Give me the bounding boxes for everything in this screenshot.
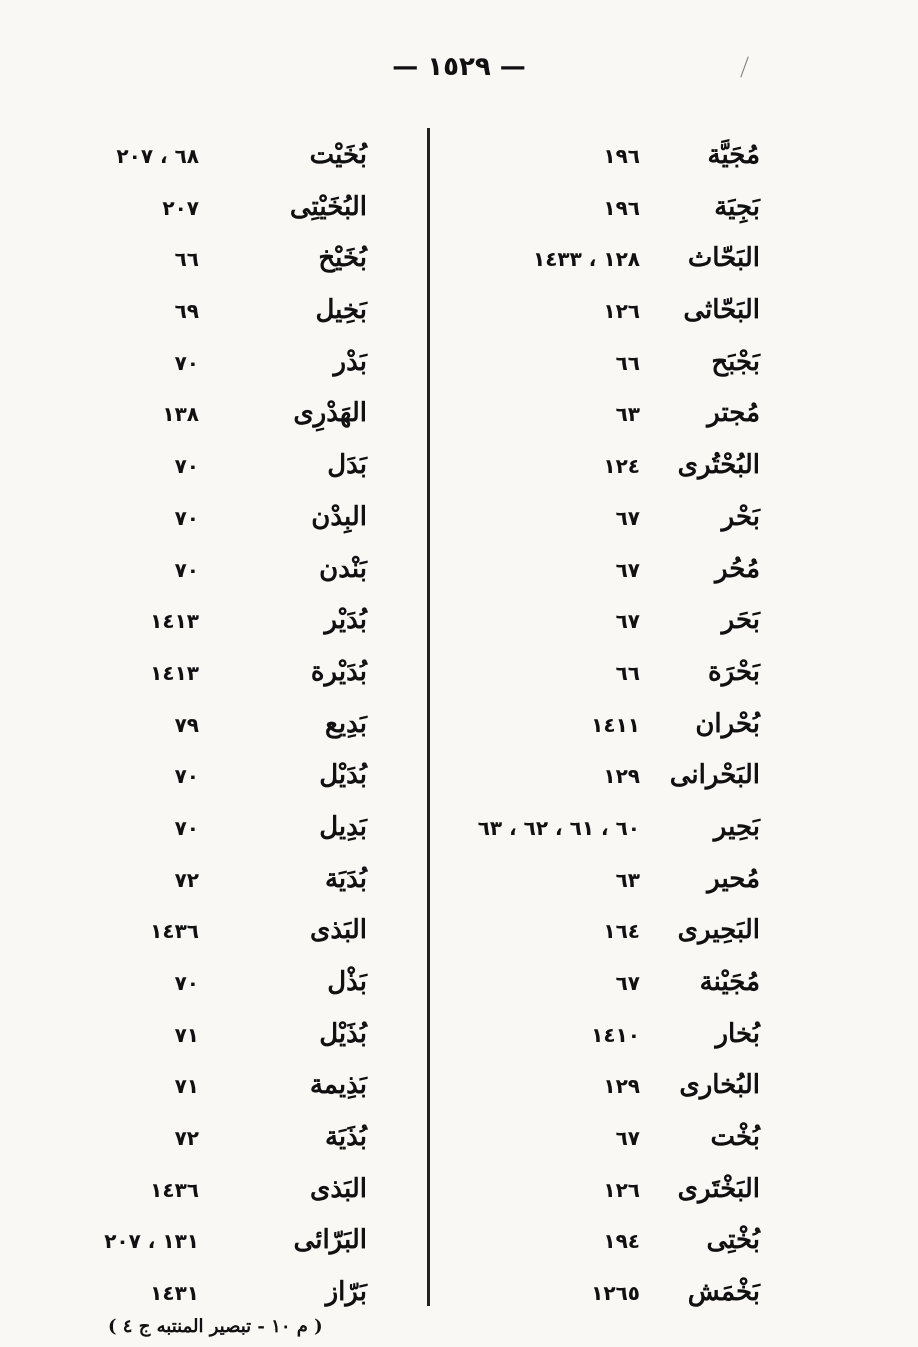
entry-pages: ١٤١١ — [591, 712, 640, 737]
index-entry — [430, 192, 918, 244]
entry-word: بُدَيْر — [324, 605, 367, 636]
entry-word: البُحْتُرى — [677, 450, 760, 481]
entry-pages: ٧٠ — [174, 454, 199, 479]
index-entry — [0, 1070, 427, 1122]
entry-pages: ١٢٦ — [603, 299, 640, 324]
entry-word: بَدِيع — [325, 708, 367, 739]
entry-word: بَحَر — [721, 605, 760, 636]
entry-pages: ٧٠ — [174, 971, 199, 995]
right-column — [430, 140, 918, 1329]
index-entry — [430, 347, 918, 399]
index-entry — [430, 554, 918, 606]
index-entry — [430, 1225, 918, 1277]
entry-word: بَدِيل — [319, 811, 367, 842]
index-entry — [430, 709, 918, 761]
entry-pages: ١٤٣٦ — [150, 919, 199, 944]
index-entry — [430, 243, 918, 295]
entry-word: البَحْرانى — [669, 760, 760, 791]
index-entry — [0, 1174, 427, 1226]
entry-pages: ٧٠ — [174, 350, 199, 375]
entry-word: البُخَيْتِى — [289, 191, 367, 222]
index-entry — [0, 1019, 427, 1071]
entry-pages: ٦٧ — [615, 557, 640, 582]
entry-word: بُخار — [715, 1018, 760, 1049]
index-entry — [0, 192, 427, 244]
entry-pages: ١٢٦٥ — [591, 1281, 640, 1306]
entry-word: البَذى — [310, 915, 367, 946]
entry-word: بَدْر — [333, 346, 367, 377]
page-number: — ١٥٢٩ — — [392, 52, 526, 82]
entry-word: مُحُر — [714, 553, 760, 584]
entry-word: بُخْت — [710, 1122, 760, 1153]
index-entry — [0, 1225, 427, 1277]
entry-pages: ٧٠ — [174, 505, 199, 530]
entry-pages: ٧٠ — [174, 815, 199, 840]
entry-pages: ٧٠ — [174, 764, 199, 789]
entry-word: بَحِير — [713, 811, 760, 842]
index-entry — [430, 502, 918, 554]
entry-word: بُذَيَة — [324, 1122, 367, 1153]
entry-word: بَنْدن — [319, 553, 367, 584]
left-column — [0, 140, 427, 1329]
entry-pages: ١٤١٠ — [591, 1022, 640, 1047]
index-entry — [0, 657, 427, 709]
entry-pages: ١٢٨ ، ١٤٣٣ — [533, 247, 640, 272]
index-entry — [0, 760, 427, 812]
entry-word: البِدْن — [311, 501, 367, 532]
entry-word: بُذَيْل — [319, 1018, 367, 1049]
index-entry — [0, 812, 427, 864]
index-entry — [430, 967, 918, 1019]
entry-pages: ٧١ — [174, 1022, 199, 1047]
index-entry — [0, 347, 427, 399]
entry-word: بُحْران — [695, 708, 760, 739]
index-entry — [430, 864, 918, 916]
entry-pages: ٦٠ ، ٦١ ، ٦٢ ، ٦٣ — [477, 815, 640, 840]
entry-word: بَرّاز — [325, 1277, 367, 1308]
index-entry — [0, 140, 427, 192]
index-entry — [0, 605, 427, 657]
entry-word: بَخِيل — [315, 295, 367, 326]
entry-word: البَحّاثى — [683, 295, 760, 326]
entry-pages: ٧٠ — [174, 557, 199, 582]
index-entry — [0, 1122, 427, 1174]
entry-word: مُجَيَّة — [707, 140, 760, 170]
entry-pages: ١٩٦ — [603, 144, 640, 168]
entry-pages: ١٣٨ — [162, 402, 199, 427]
entry-pages: ١٢٦ — [603, 1177, 640, 1202]
index-entry — [430, 760, 918, 812]
entry-pages: ٧١ — [174, 1074, 199, 1099]
entry-pages: ٧٩ — [174, 712, 199, 737]
entry-pages: ٦٣ — [615, 402, 640, 427]
entry-word: البَرّائى — [293, 1225, 367, 1256]
entry-pages: ٦٣ — [615, 867, 640, 892]
entry-pages: ٦٧ — [615, 609, 640, 634]
index-entry — [0, 295, 427, 347]
entry-word: الهَدْرِى — [293, 398, 367, 429]
index-entry — [0, 967, 427, 1019]
index-entry — [430, 398, 918, 450]
entry-word: بَدَل — [327, 450, 367, 481]
entry-pages: ١٤٣١ — [150, 1281, 199, 1306]
entry-word: بَخْمَش — [687, 1277, 760, 1308]
entry-pages: ١٤١٣ — [150, 660, 199, 685]
index-entry — [0, 450, 427, 502]
entry-word: بَجْبَح — [711, 346, 760, 377]
entry-word: البَحّاث — [687, 243, 760, 274]
index-entry — [0, 398, 427, 450]
index-entry — [0, 864, 427, 916]
entry-pages: ٦٧ — [615, 971, 640, 995]
entry-word: البُخارى — [679, 1070, 760, 1101]
entry-word: البَحِيرى — [677, 915, 760, 946]
column-divider — [427, 128, 430, 1306]
entry-word: بُخَيْخ — [318, 243, 367, 274]
entry-word: بَجِيَة — [714, 191, 760, 222]
entry-pages: ١٣١ ، ٢٠٧ — [104, 1229, 199, 1254]
entry-pages: ٦٩ — [174, 299, 199, 324]
entry-word: بَحْر — [721, 501, 760, 532]
entry-pages: ١٢٩ — [603, 764, 640, 789]
entry-pages: ٧٢ — [174, 1126, 199, 1151]
index-entry — [430, 140, 918, 192]
index-entry — [0, 915, 427, 967]
entry-word: بُدَيَة — [324, 863, 367, 894]
index-entry — [0, 554, 427, 606]
entry-word: البَخْتَرى — [677, 1173, 760, 1204]
entry-pages: ١٩٦ — [603, 195, 640, 220]
entry-word: البَذى — [310, 1173, 367, 1204]
index-entry — [0, 243, 427, 295]
entry-word: بُخَيْت — [309, 140, 367, 170]
entry-word: بُدَيْل — [319, 760, 367, 791]
entry-word: مُجتر — [707, 398, 760, 429]
entry-word: مُحير — [707, 863, 760, 894]
index-entry — [430, 1277, 918, 1329]
entry-pages: ١٤١٣ — [150, 609, 199, 634]
entry-pages: ٦٧ — [615, 505, 640, 530]
entry-pages: ٢٠٧ — [162, 195, 199, 220]
entry-word: مُجَيْنة — [699, 967, 760, 997]
footer-note: ( م ١٠ - تبصير المنتبه ج ٤ ) — [108, 1316, 323, 1337]
index-entry — [430, 605, 918, 657]
entry-pages: ١٤٣٦ — [150, 1177, 199, 1202]
entry-pages: ١٦٤ — [603, 919, 640, 944]
index-entry — [430, 1019, 918, 1071]
entry-word: بَذْل — [327, 967, 367, 997]
entry-pages: ٦٦ — [615, 350, 640, 375]
entry-pages: ١٢٤ — [603, 454, 640, 479]
entry-word: بُخْتِى — [706, 1225, 760, 1256]
index-entry — [430, 1174, 918, 1226]
entry-word: بَذِيمة — [309, 1070, 367, 1101]
entry-pages: ٧٢ — [174, 867, 199, 892]
index-entry — [430, 1122, 918, 1174]
index-entry — [430, 295, 918, 347]
index-entry — [430, 450, 918, 502]
index-entry — [0, 502, 427, 554]
index-entry — [430, 1070, 918, 1122]
entry-pages: ١٢٩ — [603, 1074, 640, 1099]
entry-word: بُدَيْرة — [310, 656, 367, 687]
entry-pages: ١٩٤ — [603, 1229, 640, 1254]
index-entry — [430, 915, 918, 967]
entry-pages: ٦٨ ، ٢٠٧ — [116, 144, 199, 168]
entry-pages: ٦٧ — [615, 1126, 640, 1151]
entry-word: بَحْرَة — [708, 656, 760, 687]
index-entry — [430, 812, 918, 864]
entry-pages: ٦٦ — [174, 247, 199, 272]
entry-pages: ٦٦ — [615, 660, 640, 685]
index-entry — [0, 709, 427, 761]
index-entry — [430, 657, 918, 709]
